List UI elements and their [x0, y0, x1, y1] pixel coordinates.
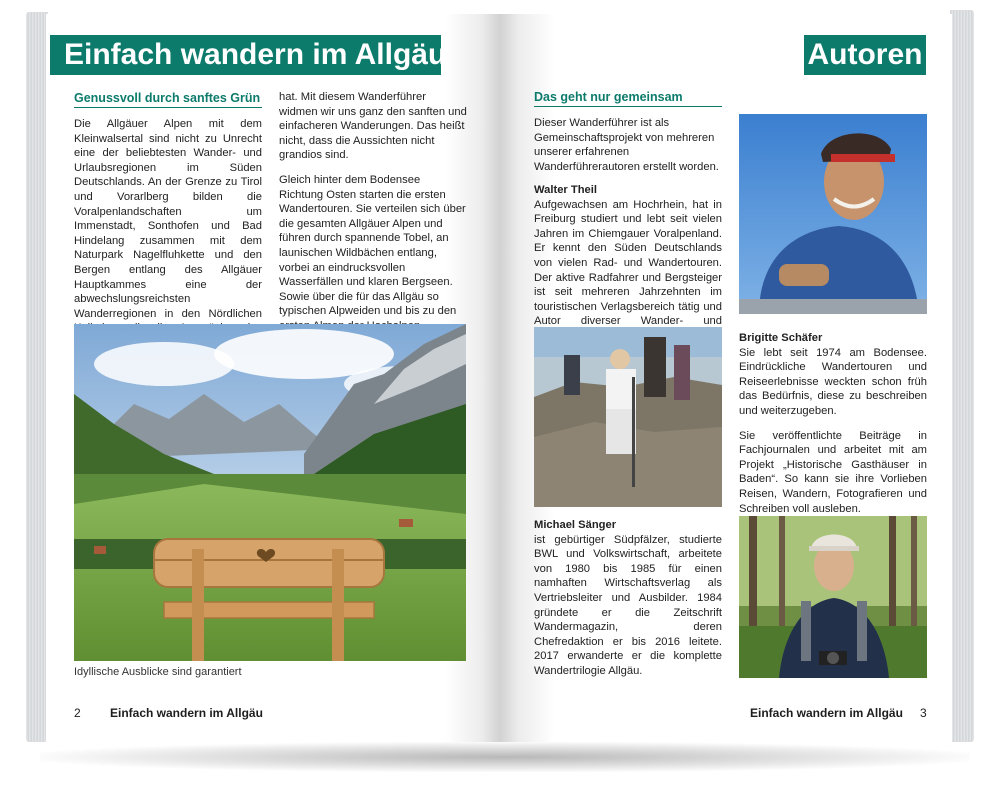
- author-name: Michael Sänger: [534, 519, 617, 531]
- book-shadow: [40, 742, 970, 772]
- author-bio-2: Sie veröffentlichte Beiträge in Fachjournalen und arbeitet mit am Projekt „Historische Gasthäuser in Baden“. So kann sie ihre Vorlieben Reisen, Wandern, Fotografieren und Schreiben voll ausleben.: [739, 429, 927, 515]
- right-subheading: Das geht nur gemeinsam: [534, 90, 722, 107]
- page-edges-right: [950, 10, 974, 742]
- right-intro: [534, 116, 722, 184]
- left-col2-paragraph-1: hat. Mit diesem Wanderführer widmen wir uns ganz den sanften und einfacheren Wanderungen. Das heißt nicht, dass die Aussichten nicht grandios sind.: [279, 91, 467, 162]
- right-footer-title-text: Einfach wandern im Allgäu: [750, 706, 903, 720]
- landscape-bench-photo: [74, 324, 466, 661]
- author-photo-group-hike: [534, 327, 722, 507]
- author-name: Walter Theil: [534, 184, 597, 196]
- left-footer-title-text: Einfach wandern im Allgäu: [110, 706, 263, 720]
- left-subheading: Genussvoll durch sanftes Grün: [74, 91, 262, 108]
- right-banner-title: Autoren: [804, 35, 926, 75]
- photo-caption: Idyllische Ausblicke sind garantiert: [74, 666, 242, 678]
- author-michael: [534, 518, 722, 679]
- author-bio: Sie lebt seit 1974 am Bodensee. Eindrückliche Wandertouren und Reiseerlebnisse weckten schon früh das Bedürfnis, diese zu beschreiben und weiterzugeben.: [739, 346, 927, 417]
- author-bio: ist gebürtiger Südpfälzer, studierte BWL und Volkswirtschaft, arbeitete von 1980 bis 1985 für einen namhaften Wirtschaftsverlag als Vertriebsleiter und Ausbilder. 1984 gründete er die Zeitschrift Wandermagazin, deren Chefredaktion er bis 2016 leitete. 2017 erwanderte er die komplette Wandertrilogie Allgäu.: [534, 533, 722, 677]
- left-col2-paragraph-2: Gleich hinter dem Bodensee Richtung Osten starten die ersten Wandertouren. Sie verteilen sich über die gesamten Allgäuer Alpen und führen durch spannende Tobel, an launischen Wildbächen entlang, vorbei an eindrucksvollen Wasserfällen und klaren Bergseen. Sowie über die für das Allgäu so typischen Alpweiden und bis zu den: [279, 173, 466, 318]
- author-photo-man-cap: [739, 114, 927, 314]
- page-edges-left: [26, 12, 48, 742]
- author-photo-man-forest: [739, 516, 927, 678]
- left-column-2: [279, 90, 467, 344]
- left-col1-paragraph: Die Allgäuer Alpen mit dem Kleinwalsertal sind nicht zu Unrecht eine der beliebtesten Wander- und Urlaubsregionen im Süden Deutschlands. An der Grenze zu Tirol und Vorarlberg bilden die Voralpenlandschaften um Immenstadt, Sonthofen und Bad Hindelang zusammen mit dem Naturpark Nagelfluhkette und den Bergen entlang des Allgäuer Hauptkammes eine der abwechslungsreichsten Wanderregionen in den Nördlichen: [74, 118, 262, 320]
- author-brigitte: [739, 331, 927, 526]
- author-walter: [534, 183, 722, 344]
- author-name: Brigitte Schäfer: [739, 332, 823, 344]
- left-footer-title: [110, 706, 263, 720]
- author-bio: Aufgewachsen am Hochrhein, hat in Freiburg studiert und lebt seit vielen Jahren im Chiemgauer Voralpenland. Er kennt den Süden Deutschlands von vielen Rad- und Wandertouren. Der aktive Radfahrer und Bergsteiger ist seit mehreren Jahrzehnten im touristischen Verlagsbereich tätig und Autor diverser Wander- und: [534, 198, 722, 328]
- right-footer-title: [750, 706, 903, 720]
- left-page-number: 2: [74, 706, 81, 720]
- intro-paragraph: Dieser Wanderführer ist als Gemeinschaftsprojekt von mehreren unserer erfahrenen Wanderführerautoren erstellt worden.: [534, 117, 719, 173]
- left-banner-title: Einfach wandern im Allgäu: [50, 35, 441, 75]
- right-page-number: 3: [920, 706, 927, 720]
